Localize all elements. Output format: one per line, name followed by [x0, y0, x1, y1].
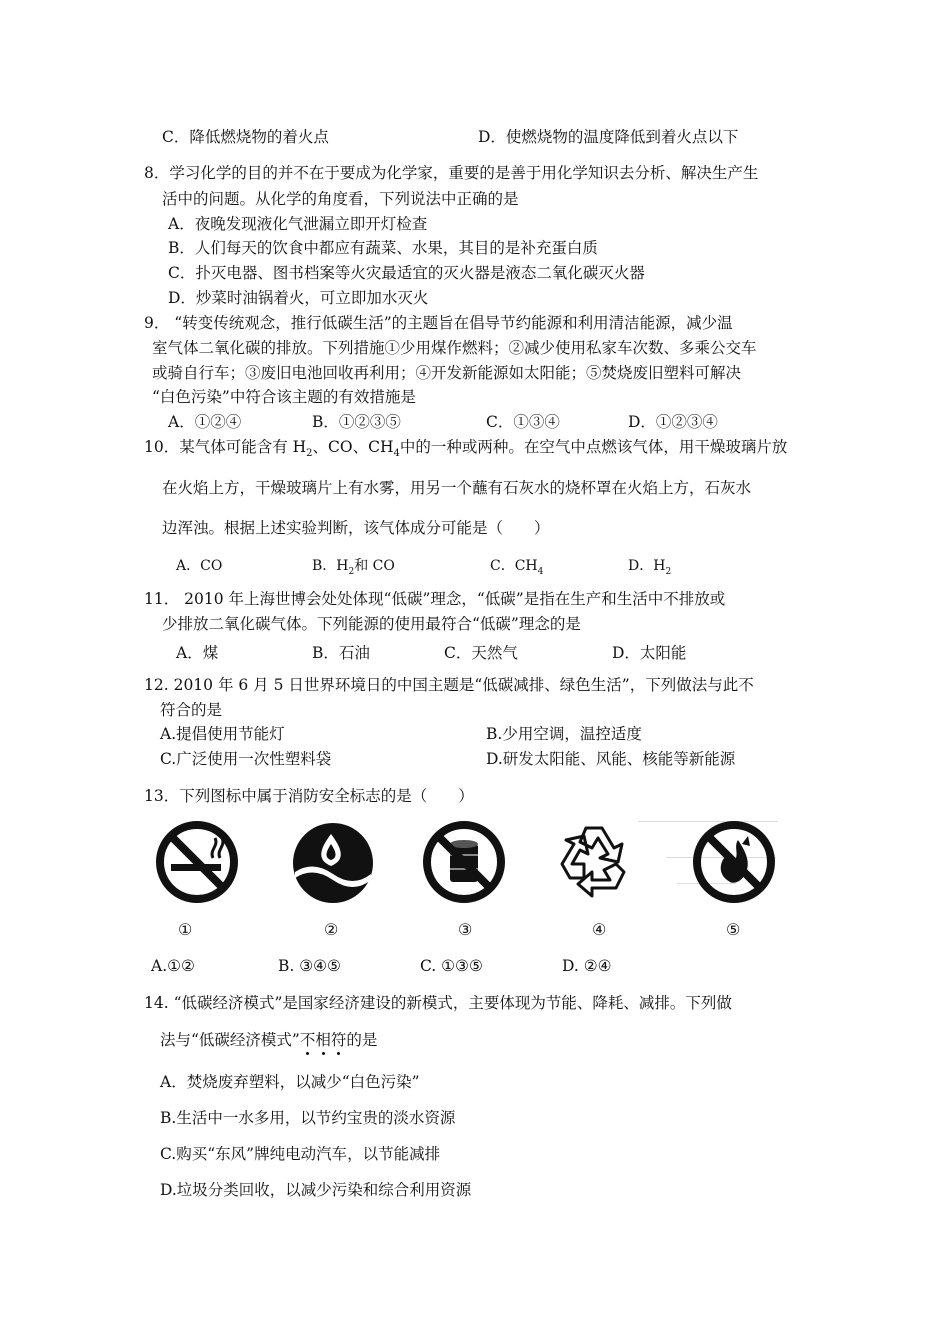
q12-stem-line2: 符合的是 [160, 701, 223, 719]
no-smoking-icon [153, 818, 241, 906]
icon-label-4: ④ [592, 920, 607, 939]
q14-stem-line1: 14. “低碳经济模式”是国家经济建设的新模式，主要体现为节能、降耗、减排。下列做 [144, 994, 732, 1012]
icon-label-2: ② [324, 920, 339, 939]
q10-stem-line1: 10．某气体可能含有 $H_2$、CO、$CH_4$中的一种或两种。在空气中点燃该气体，用干燥玻璃片放 [144, 438, 788, 460]
q9-option-b: B．①②③⑤ [312, 413, 401, 431]
q8-stem-line1: 8．学习化学的目的并不在于要成为化学家，重要的是善于用化学知识去分析、解决生产生 [144, 164, 759, 182]
q14-option-b: B.生活中一水多用，以节约宝贵的淡水资源 [160, 1109, 456, 1127]
q13-option-c: C. ①③⑤ [420, 957, 483, 975]
no-open-flame-icon [690, 818, 778, 906]
q10-option-a: A．CO [176, 558, 223, 574]
q14-option-c: C.购买“东风”牌纯电动汽车，以节能减排 [160, 1145, 441, 1163]
q8-option-b: B．人们每天的饮食中都应有蔬菜、水果，其目的是补充蛋白质 [168, 239, 598, 257]
q14-option-d: D.垃圾分类回收，以减少污染和综合利用资源 [160, 1181, 472, 1199]
q14-stem-line2: 法与“低碳经济模式”不相符的是 [160, 1031, 378, 1049]
q11-stem-line2: 少排放二氧化碳气体。下列能源的使用最符合“低碳”理念的是 [162, 615, 581, 633]
q12-option-a: A.提倡使用节能灯 [160, 725, 285, 743]
q13-option-b: B. ③④⑤ [278, 957, 341, 975]
q13-stem: 13．下列图标中属于消防安全标志的是（ ） [144, 787, 474, 805]
recycle-icon [552, 818, 638, 904]
q8-option-d: D．炒菜时油锅着火，可立即加水灭火 [168, 289, 429, 307]
q12-option-b: B.少用空调，温控适度 [486, 725, 642, 743]
q11-option-d: D．太阳能 [612, 644, 687, 662]
q10-stem-line2: 在火焰上方，干燥玻璃片上有水雾，用另一个蘸有石灰水的烧杯罩在火焰上方，石灰水 [162, 479, 752, 497]
q7-option-c: C．降低燃烧物的着火点 [162, 128, 329, 146]
q13-option-a: A.①② [151, 957, 195, 975]
q13-option-d: D. ②④ [562, 957, 612, 975]
no-oil-drum-icon [420, 818, 508, 906]
q8-option-a: A．夜晚发现液化气泄漏立即开灯检查 [168, 215, 428, 233]
q9-option-c: C．①③④ [486, 413, 560, 431]
q8-stem-line2: 活中的问题。从化学的角度看，下列说法中正确的是 [162, 190, 519, 208]
q9-stem-line2: 室气体二氧化碳的排放。下列措施①少用煤作燃料；②减少使用私家车次数、多乘公交车 [152, 339, 757, 357]
q9-stem-line4: “白色污染”中符合该主题的有效措施是 [152, 388, 416, 406]
q11-option-c: C．天然气 [444, 644, 518, 662]
q14-option-a: A．焚烧废弃塑料，以减少“白色污染” [160, 1073, 420, 1091]
q9-option-a: A．①②④ [168, 413, 242, 431]
flammable-liquid-icon [289, 820, 377, 906]
q11-stem-line1: 11． 2010 年上海世博会处处体现“低碳”理念，“低碳”是指在生产和生活中不排放或 [144, 590, 726, 608]
q7-option-d: D．使燃烧物的温度降低到着火点以下 [478, 128, 739, 146]
q11-option-a: A．煤 [176, 644, 219, 662]
icon-label-5: ⑤ [726, 920, 741, 939]
q12-option-d: D.研发太阳能、风能、核能等新能源 [486, 750, 736, 768]
q9-stem-line3: 或骑自行车；③废旧电池回收再利用；④开发新能源如太阳能；⑤焚烧废旧塑料可解决 [152, 364, 742, 382]
q10-stem-line3: 边浑浊。根据上述实验判断，该气体成分可能是（ ） [162, 519, 550, 537]
q8-option-c: C．扑灭电器、图书档案等火灾最适宜的灭火器是液态二氧化碳灭火器 [168, 264, 645, 282]
q11-option-b: B．石油 [312, 644, 370, 662]
q9-stem-line1: 9． “转变传统观念，推行低碳生活”的主题旨在倡导节约能源和利用清洁能源，减少温 [144, 314, 733, 332]
q10-option-b: B．$H_2$和 CO [312, 558, 395, 577]
icon-label-3: ③ [458, 920, 473, 939]
icon-label-1: ① [178, 920, 193, 939]
q10-option-c: C．$CH_4$ [490, 558, 544, 577]
q12-stem-line1: 12. 2010 年 6 月 5 日世界环境日的中国主题是“低碳减排、绿色生活”，下列做法与此不 [144, 676, 754, 694]
q12-option-c: C.广泛使用一次性塑料袋 [160, 750, 332, 768]
q10-option-d: D．$H_2$ [628, 558, 672, 577]
q9-option-d: D．①②③④ [628, 413, 718, 431]
